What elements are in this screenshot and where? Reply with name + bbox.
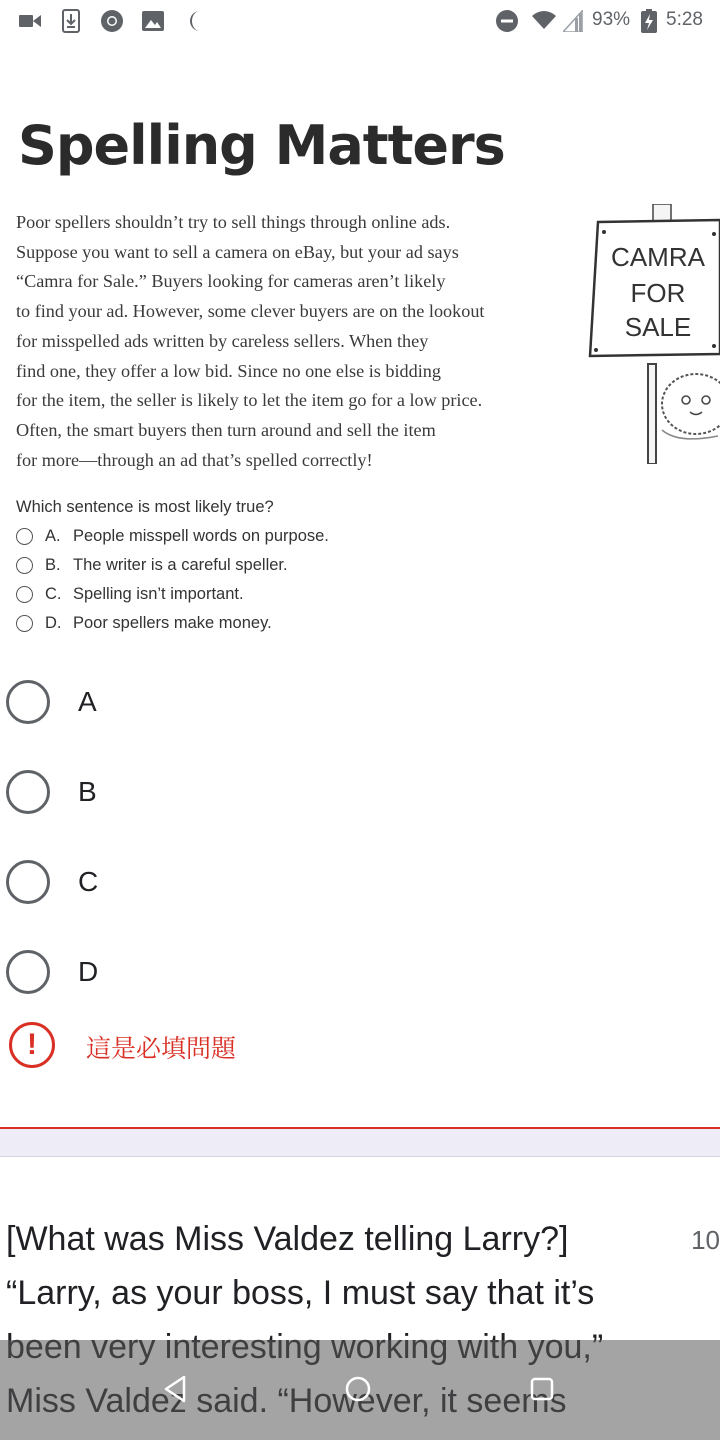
radio-button-a[interactable] [6,680,50,724]
answer-option-b[interactable] [0,752,720,832]
image-option-d: D. Poor spellers make money. [16,614,272,633]
option-label: C [78,866,99,897]
paragraph-line: Often, the smart buyers then turn around and sell the item [16,419,436,440]
system-nav-bar [0,1340,720,1440]
image-option-circle [16,586,33,603]
image-option-circle [16,528,33,545]
chrome-icon [99,8,125,34]
camra-for-sale-sign-illustration [578,204,720,464]
signal-icon [562,8,584,34]
moon-icon [184,8,206,34]
battery-charging-icon [640,8,658,34]
clock-time: 5:28 [666,9,703,30]
do-not-disturb-icon [494,8,520,34]
image-option-a: A. People misspell words on purpose. [16,527,329,546]
video-camera-icon [18,8,42,34]
answer-option-c[interactable] [0,842,720,922]
radio-button-c[interactable] [6,860,50,904]
paragraph-line: for misspelled ads written by careless sellers. When they [16,330,429,351]
required-error [0,1020,720,1072]
paragraph-line: Poor spellers shouldn’t try to sell things through online ads. [16,212,451,232]
status-bar [0,0,720,42]
sign-line: FOR [630,278,686,308]
image-option-b: B. The writer is a careful speller. [16,556,288,575]
paragraph-line: for the item, the seller is likely to let the item go for a low price. [16,390,483,411]
battery-percent: 93% [592,9,631,30]
question-image [0,100,720,645]
question-separator [0,1129,720,1157]
question-line: “Larry, as your boss, I must say that it’s [6,1274,595,1312]
image-title: Spelling Matters [18,114,505,177]
wifi-icon [530,8,558,34]
image-option-circle [16,615,33,632]
answer-option-d[interactable] [0,932,720,1012]
paragraph-line: to find your ad. However, some clever buyers are on the lookout [16,301,485,322]
radio-button-b[interactable] [6,770,50,814]
paragraph-line: for more—through an ad that’s spelled correctly! [16,449,373,470]
question-points: 10 [691,1225,720,1255]
paragraph-line: “Camra for Sale.” Buyers looking for cameras aren’t likely [16,271,446,292]
question-line: [What was Miss Valdez telling Larry?] [6,1220,569,1258]
image-option-c: C. Spelling isn’t important. [16,585,244,604]
download-icon [60,8,82,34]
image-paragraph [16,208,576,475]
sign-line: CAMRA [611,242,705,272]
image-question-text: Which sentence is most likely true? [16,498,274,516]
error-icon: ! [9,1022,55,1068]
answer-option-a[interactable] [0,662,720,742]
error-message: 這是必填問題 [86,1034,237,1063]
image-option-circle [16,557,33,574]
home-icon[interactable] [343,1374,373,1404]
recents-icon[interactable] [527,1374,557,1404]
image-icon [141,8,165,34]
option-label: D [78,956,99,987]
paragraph-line: find one, they offer a low bid. Since no one else is bidding [16,360,441,381]
option-label: A [78,686,97,717]
paragraph-line: Suppose you want to sell a camera on eBay, but your ad says [16,241,459,262]
sign-line: SALE [624,312,692,342]
option-label: B [78,776,97,807]
radio-button-d[interactable] [6,950,50,994]
back-icon[interactable] [160,1374,190,1404]
